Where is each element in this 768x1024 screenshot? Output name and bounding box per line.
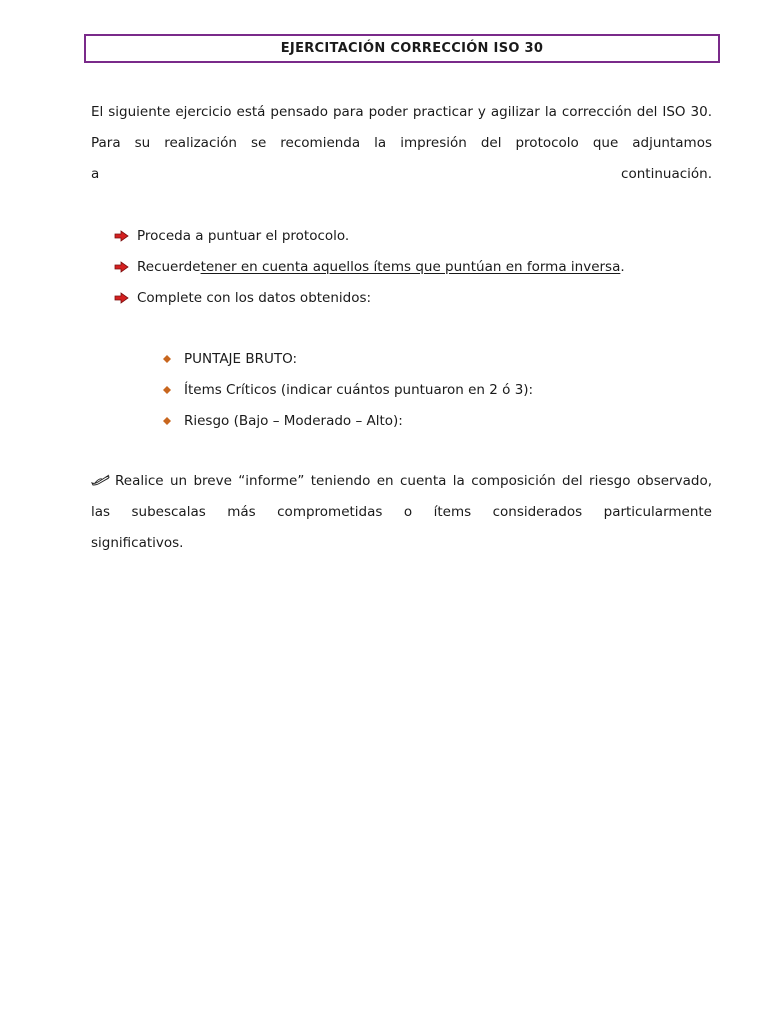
report-line-1: Realice un breve “informe” teniendo en cuenta la composición del riesgo observado, xyxy=(115,473,712,489)
intro-line-1: El siguiente ejercicio está pensado para poder practicar y agilizar la corrección del xyxy=(91,104,658,120)
data-field-2 xyxy=(163,380,533,400)
step-item-1-text: Proceda a puntuar el protocolo. xyxy=(137,228,350,244)
diamond-icon xyxy=(163,417,171,425)
report-paragraph xyxy=(91,466,712,559)
arrow-right-icon xyxy=(114,230,129,242)
step-item-2-underlined: tener en cuenta aquellos ítems que puntúan en forma inversa xyxy=(200,259,621,275)
step-item-2 xyxy=(114,257,625,277)
data-field-1 xyxy=(163,349,297,369)
arrow-right-icon xyxy=(114,292,129,304)
data-field-1-label: PUNTAJE BRUTO: xyxy=(184,351,298,367)
arrow-right-icon xyxy=(114,261,129,273)
data-field-3 xyxy=(163,411,403,431)
writing-hand-icon xyxy=(91,474,111,486)
step-item-3 xyxy=(114,288,371,308)
data-field-3-label: Riesgo (Bajo – Moderado – Alto): xyxy=(184,413,403,429)
intro-paragraph xyxy=(91,97,712,190)
intro-line-2: ISO 30. Para su realización se recomienda la impresión del protocolo que adjuntamos xyxy=(91,104,712,151)
data-field-2-label: Ítems Críticos (indicar cuántos puntuaron en 2 ó 3): xyxy=(184,382,534,398)
step-item-1 xyxy=(114,226,349,246)
report-line-2: las subescalas más comprometidas o ítems considerados particularmente xyxy=(91,504,712,520)
intro-line-3: a continuación. xyxy=(91,166,712,182)
step-item-2-suffix: . xyxy=(620,259,625,275)
diamond-icon xyxy=(163,386,171,394)
diamond-icon xyxy=(163,355,171,363)
report-line-3: significativos. xyxy=(91,535,184,551)
step-item-3-text: Complete con los datos obtenidos: xyxy=(137,290,372,306)
page-title: EJERCITACIÓN CORRECCIÓN ISO 30 xyxy=(280,41,544,56)
step-item-2-prefix: Recuerde xyxy=(137,259,201,275)
title-box xyxy=(84,34,720,63)
